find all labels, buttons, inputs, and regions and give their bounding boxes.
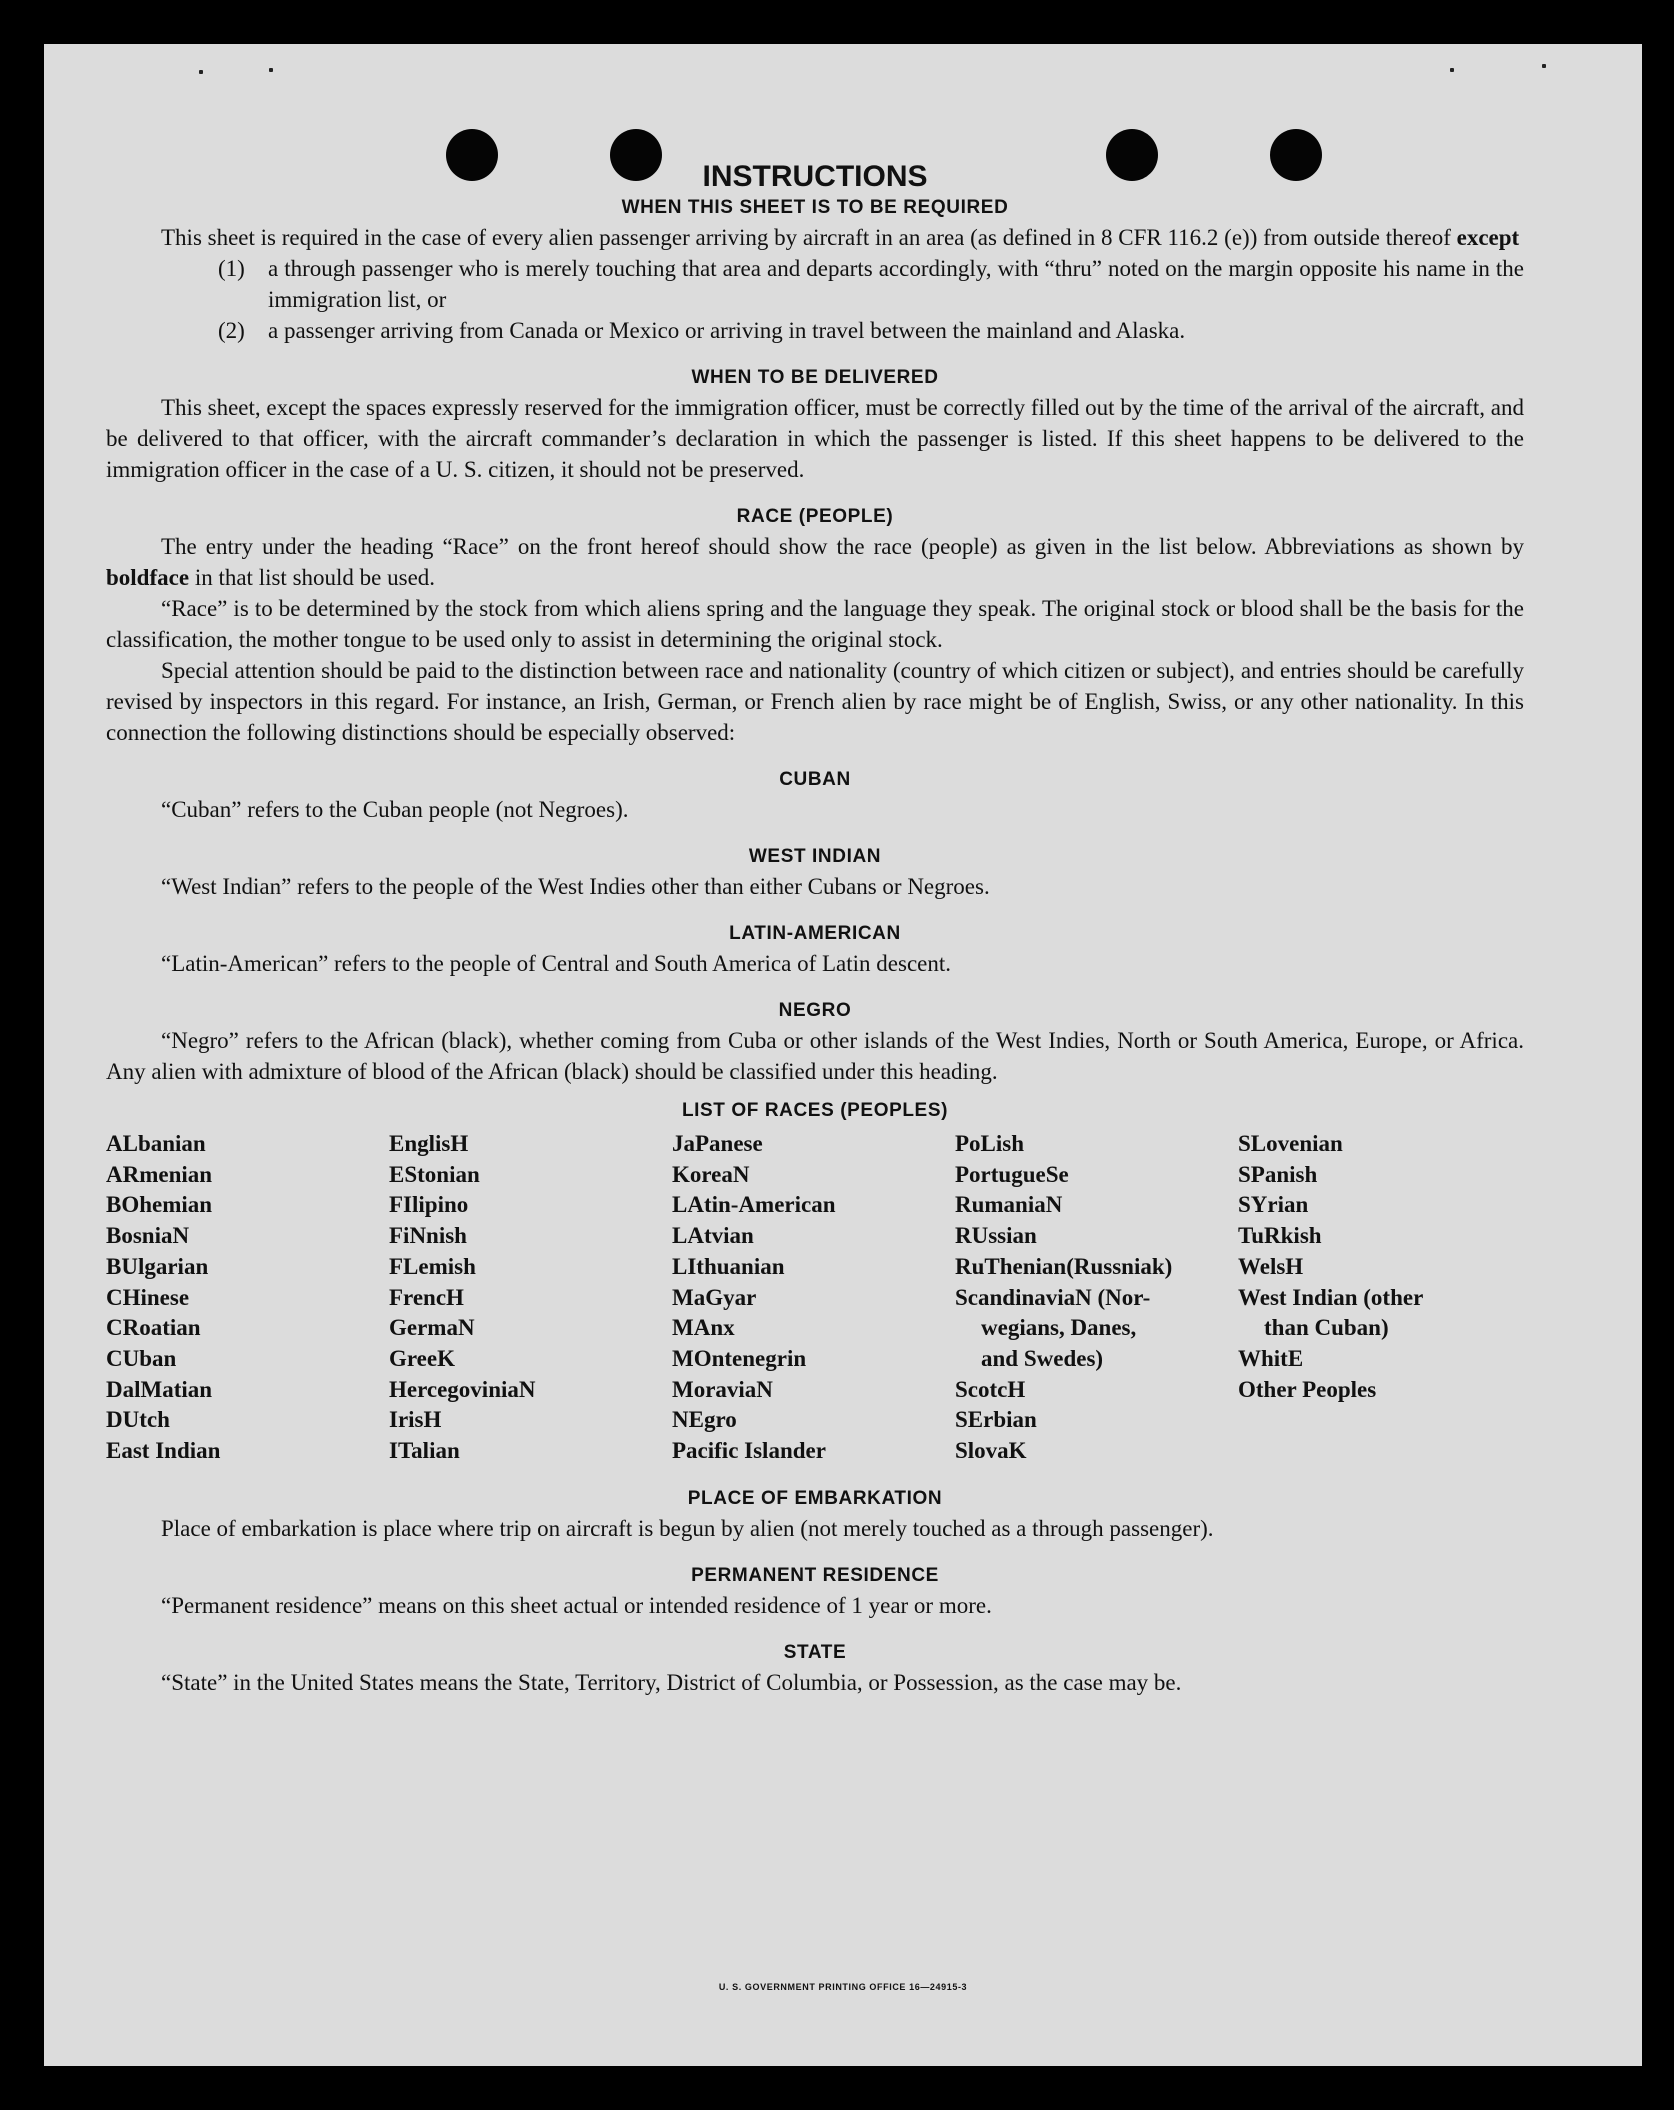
race-entry: FrencH: [389, 1284, 464, 1310]
heading-list-of-races: LIST OF RACES (PEOPLES): [681, 1100, 949, 1121]
race-entry: RumaniaN: [955, 1192, 1063, 1218]
race-entry: SlovaK: [955, 1438, 1027, 1464]
cuban-text: “Cuban” refers to the Cuban people (not Negroes).: [161, 797, 629, 822]
heading-latin-american: LATIN-AMERICAN: [729, 923, 901, 944]
when-required-intro: This sheet is required in the case of every alien passenger arriving by aircraft in an area (as defined in 8 CFR 116.2 (e)) from outside thereof except: [161, 225, 1520, 250]
when-delivered-text: This sheet, except the spaces expressly reserved for the immigration officer, must be correctly filled out by the time of the arrival of the aircraft, and be delivered to that officer, with the aircraft commander’s declaration in which the passenger is listed. If this sheet happens to be delivered to the immigration officer in the case of a U. S. citizen, it should not be preserved.: [106, 395, 1524, 482]
speck: [1542, 64, 1546, 68]
race-entry: Pacific Islander: [672, 1438, 826, 1464]
race-entry: WhitE: [1238, 1345, 1304, 1371]
race-entry: SPanish: [1238, 1161, 1318, 1187]
permanent-residence-text: “Permanent residence” means on this sheet actual or intended residence of 1 year or more.: [161, 1592, 992, 1618]
race-entry: LAtin-American: [672, 1192, 836, 1218]
race-entry: CHinese: [106, 1284, 190, 1310]
race-entry: GermaN: [389, 1315, 475, 1341]
embarkation-text: Place of embarkation is place where trip on aircraft is begun by alien (not merely touched as a through passenger).: [161, 1515, 1214, 1541]
race-entry: DalMatian: [106, 1376, 213, 1402]
race-entry-continuation: wegians, Danes,: [981, 1315, 1137, 1341]
heading-west-indian: WEST INDIAN: [748, 846, 882, 867]
race-entry: WelsH: [1238, 1253, 1304, 1279]
races-column: [106, 1129, 389, 1467]
race-entry: SErbian: [955, 1407, 1037, 1433]
heading-place-of-embarkation: PLACE OF EMBARKATION: [687, 1487, 943, 1509]
list-item: (1) a through passenger who is merely touching that area and departs accordingly, with “thru” noted on the margin opposite his name in the immigration list, or: [218, 256, 1524, 312]
races-column: [389, 1129, 672, 1467]
race-entry: ScandinaviaN (Nor-: [955, 1284, 1151, 1310]
heading-negro: NEGRO: [778, 1000, 852, 1021]
race-entry: East Indian: [106, 1438, 221, 1464]
form-sheet: [44, 44, 1642, 2066]
races-column: [1238, 1129, 1524, 1467]
race-entry: EnglisH: [389, 1131, 469, 1156]
page-title: INSTRUCTIONS: [702, 160, 928, 193]
race-entry: ITalian: [389, 1438, 460, 1464]
race-entry: KoreaN: [672, 1161, 750, 1187]
race-entry: LIthuanian: [672, 1253, 785, 1279]
race-entry: MaGyar: [672, 1284, 757, 1310]
race-entry: Other Peoples: [1238, 1376, 1377, 1402]
race-entry: SYrian: [1238, 1192, 1309, 1218]
race-entry: NEgro: [672, 1407, 737, 1433]
race-entry: HercegoviniaN: [389, 1376, 536, 1402]
heading-when-required: WHEN THIS SHEET IS TO BE REQUIRED: [621, 197, 1009, 218]
race-entry: ARmenian: [106, 1161, 213, 1187]
west-indian-text: “West Indian” refers to the people of the West Indies other than either Cubans or Negroes.: [161, 874, 990, 899]
race-entry: PoLish: [955, 1131, 1025, 1156]
speck: [1450, 68, 1454, 72]
heading-permanent-residence: PERMANENT RESIDENCE: [691, 1564, 939, 1586]
race-entry: RUssian: [955, 1223, 1037, 1249]
printing-office-imprint: U. S. GOVERNMENT PRINTING OFFICE 16—24915-3: [718, 1982, 968, 1992]
race-entry: BUlgarian: [106, 1253, 209, 1279]
race-entry-continuation: and Swedes): [981, 1345, 1104, 1371]
race-entry: RuThenian(Russniak): [955, 1253, 1173, 1279]
instructions-body: [106, 160, 1524, 1698]
races-list: [106, 1129, 1524, 1467]
speck: [199, 70, 203, 74]
race-entry: LAtvian: [672, 1223, 754, 1249]
races-column: [672, 1129, 955, 1467]
race-entry: ScotcH: [955, 1376, 1026, 1402]
race-entry: GreeK: [389, 1345, 455, 1371]
race-paragraph-3: Special attention should be paid to the distinction between race and nationality (country of which citizen or subject), and entries should be carefully revised by inspectors in this regard. For instance, an Irish, German, or French alien by race might be of English, Swiss, or any other nationality. In this connection the following distinctions should be especially observed:: [106, 658, 1524, 745]
race-entry: MOntenegrin: [672, 1345, 807, 1371]
race-entry: FLemish: [389, 1253, 476, 1279]
heading-race: RACE (PEOPLE): [736, 506, 894, 527]
race-entry: MAnx: [672, 1315, 735, 1341]
race-entry: BosniaN: [106, 1223, 190, 1249]
race-entry: IrisH: [389, 1407, 442, 1433]
races-column: [955, 1129, 1238, 1467]
race-entry: CUban: [106, 1345, 177, 1371]
race-entry: MoraviaN: [672, 1376, 773, 1402]
race-entry: FIlipino: [389, 1192, 469, 1218]
state-text: “State” in the United States means the State, Territory, District of Columbia, or Possession, as the case may be.: [161, 1669, 1182, 1695]
speck: [269, 68, 273, 72]
race-entry: BOhemian: [106, 1192, 213, 1218]
race-entry: West Indian (other: [1238, 1284, 1424, 1310]
race-entry: SLovenian: [1238, 1131, 1343, 1156]
race-paragraph-1: The entry under the heading “Race” on the front hereof should show the race (people) as given in the list below. Abbreviations as shown by boldface in that list should be used.: [106, 534, 1524, 590]
race-entry: TuRkish: [1238, 1223, 1322, 1249]
race-entry: ALbanian: [106, 1131, 206, 1156]
list-item: (2) a passenger arriving from Canada or Mexico or arriving in travel between the mainland and Alaska.: [218, 318, 1186, 343]
heading-state: STATE: [783, 1641, 847, 1663]
race-entry: EStonian: [389, 1161, 480, 1187]
negro-text: “Negro” refers to the African (black), whether coming from Cuba or other islands of the West Indies, North or South America, Europe, or Africa. Any alien with admixture of blood of the African (black) should be classified under this heading.: [106, 1028, 1524, 1084]
race-entry-continuation: than Cuban): [1264, 1315, 1389, 1341]
race-entry: DUtch: [106, 1407, 170, 1433]
race-entry: PortugueSe: [955, 1161, 1069, 1187]
race-entry: FiNnish: [389, 1223, 467, 1249]
race-entry: CRoatian: [106, 1315, 201, 1341]
heading-when-delivered: WHEN TO BE DELIVERED: [691, 367, 939, 388]
race-entry: JaPanese: [672, 1131, 763, 1156]
heading-cuban: CUBAN: [779, 769, 851, 790]
latin-american-text: “Latin-American” refers to the people of Central and South America of Latin descent.: [161, 951, 951, 976]
race-paragraph-2: “Race” is to be determined by the stock from which aliens spring and the language they speak. The original stock or blood shall be the basis for the classification, the mother tongue to be used only to assist in determining the original stock.: [106, 596, 1524, 652]
